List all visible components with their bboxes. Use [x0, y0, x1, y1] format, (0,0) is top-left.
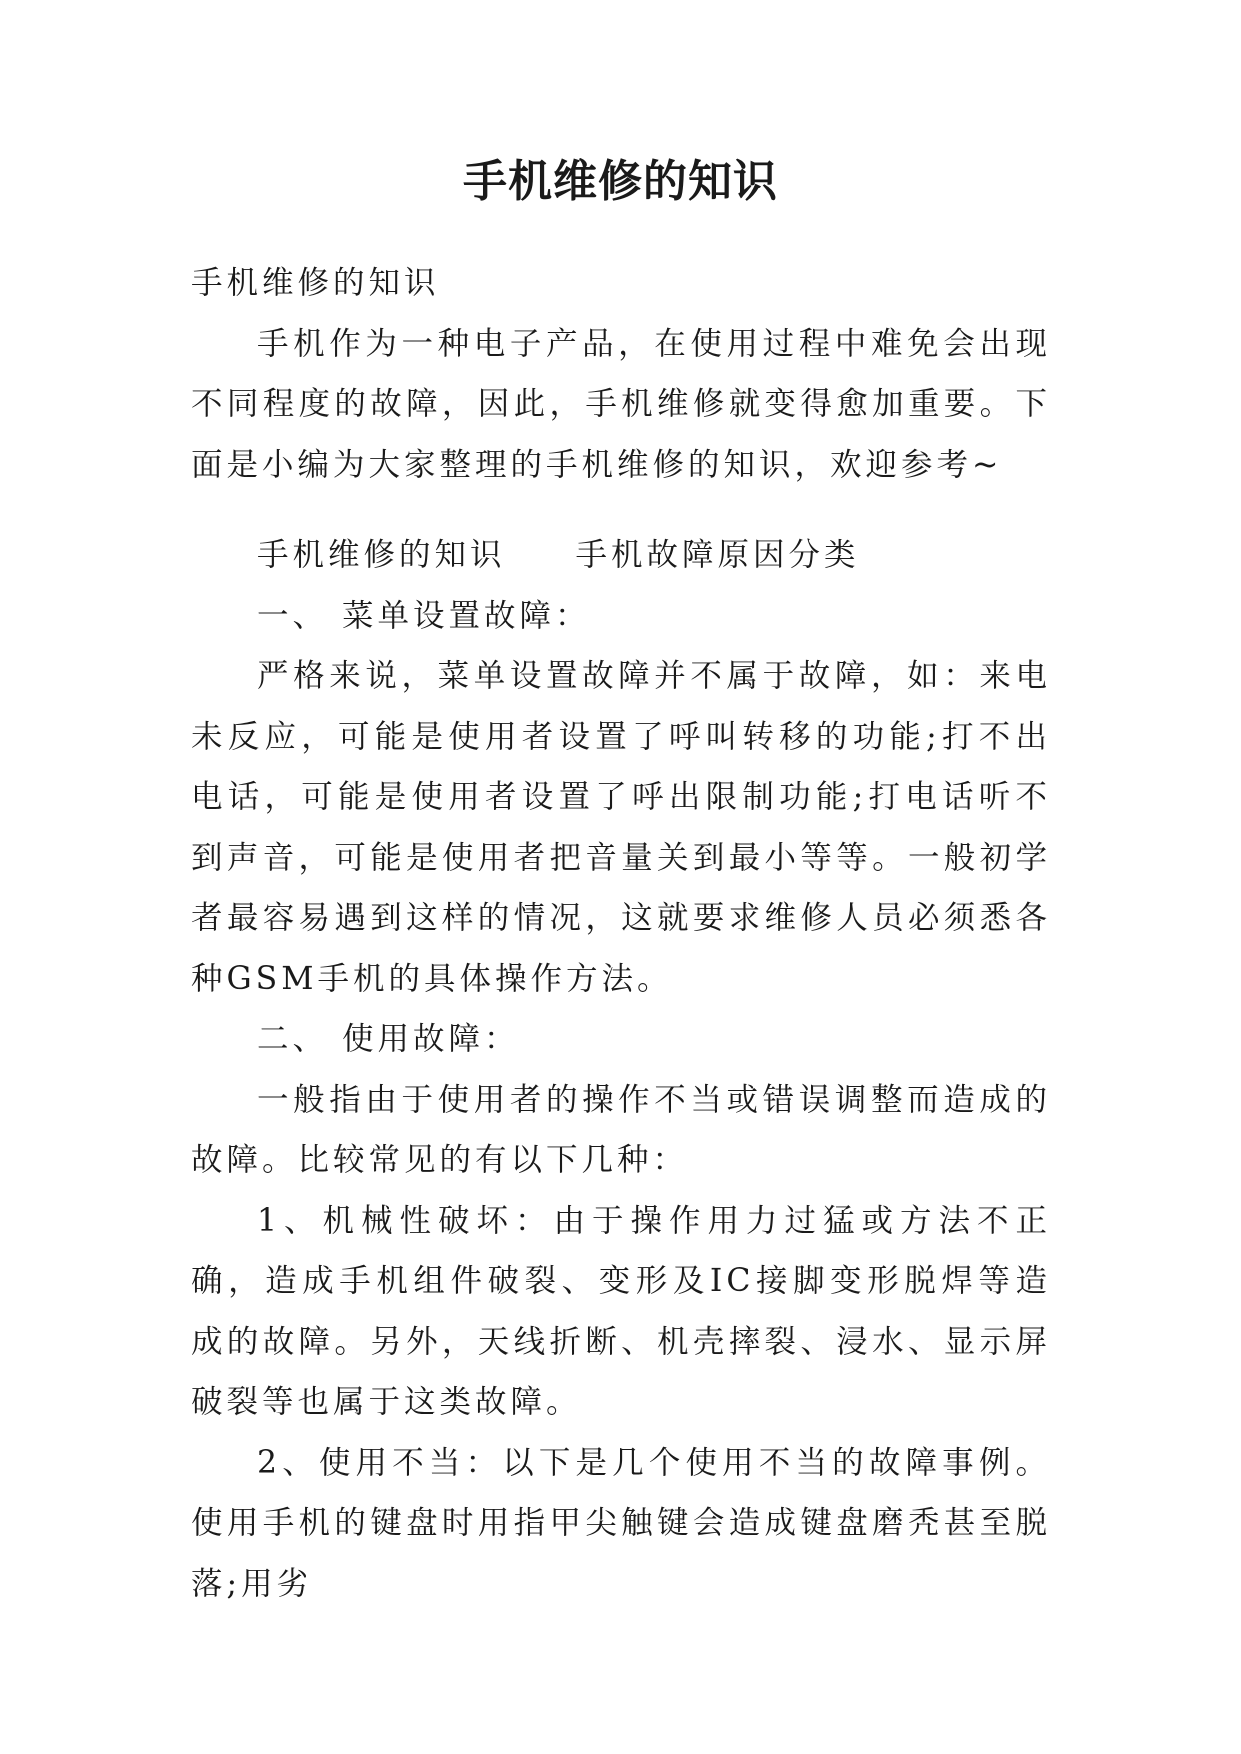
intro-paragraph: 手机作为一种电子产品，在使用过程中难免会出现不同程度的故障，因此，手机维修就变得愈加重要。下面是小编为大家整理的手机维修的知识，欢迎参考~ [191, 325, 1051, 483]
section-heading-left: 手机维修的知识 [257, 537, 506, 573]
section-heading [191, 525, 1051, 586]
document-body [191, 253, 1051, 1614]
item1-paragraph: 严格来说，菜单设置故障并不属于故障，如：来电未反应，可能是使用者设置了呼叫转移的功能;打不出电话，可能是使用者设置了呼出限制功能;打电话听不到声音，可能是使用者把音量关到最小等等。一般初学者最容易遇到这样的情况，这就要求维修人员必须悉各种GSM手机的具体操作方法。 [191, 658, 1051, 997]
document-subtitle: 手机维修的知识 [191, 265, 440, 301]
spacer [191, 495, 1051, 525]
sub-item-2: 2、使用不当：以下是几个使用不当的故障事例。使用手机的键盘时用指甲尖触键会造成键盘磨秃甚至脱落;用劣 [191, 1444, 1051, 1602]
sub-item-1: 1、机械性破坏：由于操作用力过猛或方法不正确，造成手机组件破裂、变形及IC接脚变形脱焊等造成的故障。另外，天线折断、机壳摔裂、浸水、显示屏破裂等也属于这类故障。 [191, 1202, 1051, 1420]
item2-paragraph: 一般指由于使用者的操作不当或错误调整而造成的故障。比较常见的有以下几种： [191, 1081, 1051, 1178]
item2-heading: 二、 使用故障： [257, 1021, 520, 1057]
section-heading-right: 手机故障原因分类 [575, 537, 860, 573]
item1-heading: 一、 菜单设置故障： [257, 597, 591, 634]
page-title: 手机维修的知识 [463, 156, 778, 207]
